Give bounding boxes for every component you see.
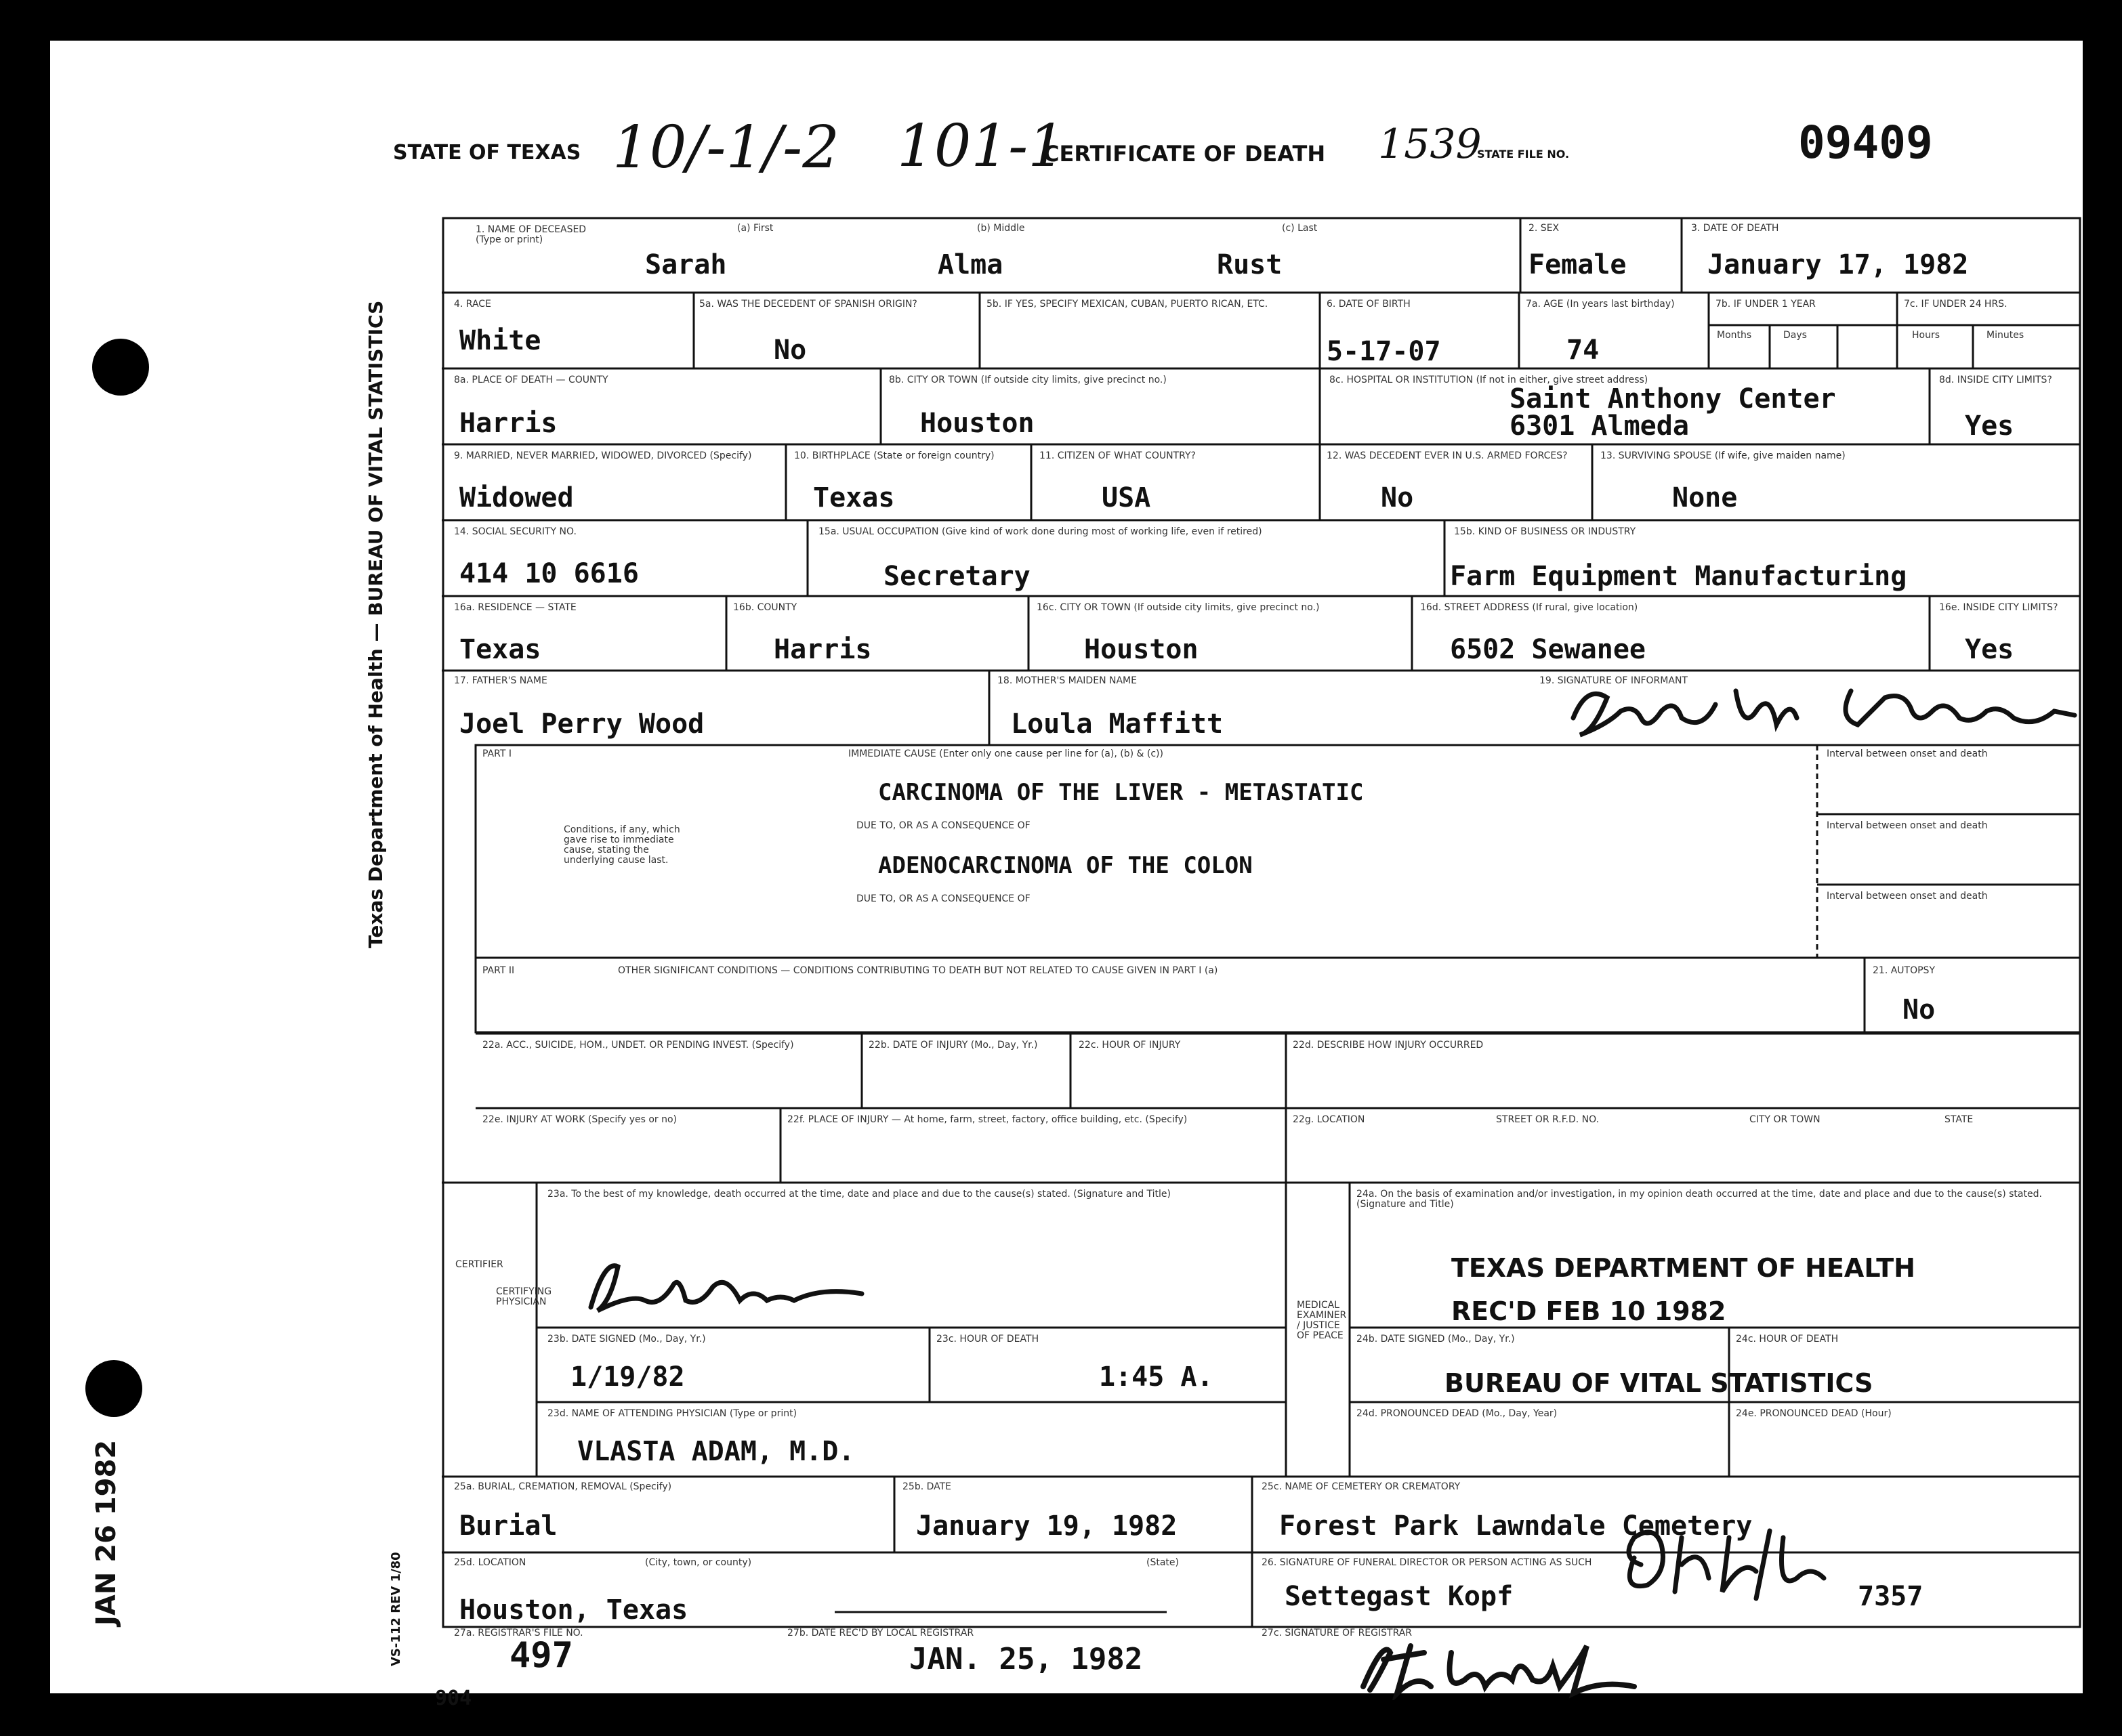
- label-first: (a) First: [737, 223, 774, 234]
- label-date-of-death: 3. DATE OF DEATH: [1691, 223, 1779, 234]
- label-due-to-2: DUE TO, OR AS A CONSEQUENCE OF: [856, 893, 1031, 904]
- label-sex: 2. SEX: [1528, 223, 1560, 234]
- value-registrar-date: JAN. 25, 1982: [909, 1642, 1143, 1676]
- label-location-city: CITY OR TOWN: [1749, 1114, 1821, 1125]
- label-city-town-county: (City, town, or county): [645, 1557, 752, 1568]
- state-file-label: STATE FILE NO.: [1477, 148, 1570, 161]
- stamp-line-1: TEXAS DEPARTMENT OF HEALTH: [1451, 1253, 1915, 1283]
- label-inside-city-limits-2: 16e. INSIDE CITY LIMITS?: [1939, 602, 2058, 613]
- value-burial: Burial: [459, 1510, 558, 1542]
- value-marital-status: Widowed: [459, 482, 574, 513]
- agency-side-text: Texas Department of Health — BUREAU OF VITAL STATISTICS: [365, 300, 387, 948]
- value-hospital-address: 6301 Almeda: [1510, 410, 1689, 442]
- value-date-signed: 1/19/82: [570, 1361, 685, 1393]
- label-location: 22g. LOCATION: [1293, 1114, 1365, 1125]
- label-minutes: Minutes: [1986, 330, 2024, 341]
- label-informant: 19. SIGNATURE OF INFORMANT: [1539, 675, 1688, 686]
- label-24d: 24d. PRONOUNCED DEAD (Mo., Day, Year): [1356, 1408, 1558, 1419]
- value-hospital-name: Saint Anthony Center: [1510, 383, 1836, 415]
- value-registrar-file-number: 497: [509, 1635, 573, 1676]
- label-social-security: 14. SOCIAL SECURITY NO.: [454, 526, 577, 537]
- label-spanish-origin: 5a. WAS THE DECEDENT OF SPANISH ORIGIN?: [699, 299, 917, 310]
- label-name: 1. NAME OF DECEASED (Type or print): [476, 224, 587, 245]
- label-23a: 23a. To the best of my knowledge, death occurred at the time, date and place and due to the cause(s) stated. (Signature and Title): [547, 1189, 1171, 1200]
- value-residence-state: Texas: [459, 634, 541, 665]
- value-inside-city-limits: Yes: [1965, 410, 2014, 442]
- value-sex: Female: [1528, 249, 1627, 280]
- form-grid: [435, 217, 2083, 1720]
- stamp-line-2: REC'D FEB 10 1982: [1451, 1296, 1726, 1326]
- label-days: Days: [1783, 330, 1807, 341]
- label-last: (c) Last: [1282, 223, 1318, 234]
- value-birthplace: Texas: [813, 482, 895, 513]
- state-file-number: 09409: [1798, 117, 1933, 169]
- label-registrar-date: 27b. DATE REC'D BY LOCAL REGISTRAR: [787, 1628, 974, 1638]
- informant-signature: [1566, 671, 2081, 745]
- label-location-street: STREET OR R.F.D. NO.: [1496, 1114, 1600, 1125]
- label-conditions: Conditions, if any, which gave rise to immediate cause, stating the underlying cause last.: [564, 824, 680, 866]
- label-funeral-director: 26. SIGNATURE OF FUNERAL DIRECTOR OR PERSON ACTING AS SUCH: [1262, 1557, 1592, 1568]
- value-funeral-number: 7357: [1858, 1581, 1923, 1612]
- value-middle-name: Alma: [938, 249, 1003, 280]
- label-armed-forces: 12. WAS DECEDENT EVER IN U.S. ARMED FORCES?: [1327, 450, 1568, 461]
- label-burial-date: 25b. DATE: [902, 1481, 952, 1492]
- punch-hole-bottom: [85, 1360, 142, 1417]
- value-social-security: 414 10 6616: [459, 558, 639, 589]
- label-date-of-injury: 22b. DATE OF INJURY (Mo., Day, Yr.): [869, 1040, 1038, 1051]
- certificate-title: CERTIFICATE OF DEATH: [1043, 141, 1326, 167]
- label-burial: 25a. BURIAL, CREMATION, REMOVAL (Specify): [454, 1481, 672, 1492]
- label-street-address: 16d. STREET ADDRESS (If rural, give location): [1420, 602, 1638, 613]
- value-bottom-note: 904: [435, 1687, 472, 1710]
- label-hospital: 8c. HOSPITAL OR INSTITUTION (If not in either, give street address): [1329, 375, 1648, 385]
- label-months: Months: [1717, 330, 1752, 341]
- label-24c: 24c. HOUR OF DEATH: [1736, 1334, 1839, 1345]
- handwritten-code-2: 101-1: [897, 112, 1065, 180]
- punch-hole-top: [92, 339, 149, 396]
- label-hour-of-injury: 22c. HOUR OF INJURY: [1079, 1040, 1181, 1051]
- physician-signature: [577, 1246, 889, 1321]
- label-registrar-file: 27a. REGISTRAR'S FILE NO.: [454, 1628, 583, 1638]
- form-revision: VS-112 REV 1/80: [389, 1552, 403, 1666]
- label-hours: Hours: [1912, 330, 1940, 341]
- label-part-1: PART I: [482, 748, 512, 759]
- label-other-conditions: OTHER SIGNIFICANT CONDITIONS — CONDITIONS CONTRIBUTING TO DEATH BUT NOT RELATED TO CAUSE GIVEN IN PART I (a): [618, 965, 1218, 976]
- value-autopsy: No: [1902, 994, 1936, 1025]
- label-residence-county: 16b. COUNTY: [733, 602, 797, 613]
- label-part-2: PART II: [482, 965, 515, 976]
- label-interval-1: Interval between onset and death: [1827, 748, 1988, 759]
- label-under-24-hrs: 7c. IF UNDER 24 HRS.: [1904, 299, 2007, 310]
- label-city-of-death: 8b. CITY OR TOWN (If outside city limits, give precinct no.): [889, 375, 1167, 385]
- label-residence-state: 16a. RESIDENCE — STATE: [454, 602, 577, 613]
- label-usual-occupation: 15a. USUAL OCCUPATION (Give kind of work done during most of working life, even if retired): [818, 526, 1262, 537]
- label-date-of-birth: 6. DATE OF BIRTH: [1327, 299, 1411, 310]
- label-location-2: 25d. LOCATION: [454, 1557, 526, 1568]
- label-23c: 23c. HOUR OF DEATH: [936, 1334, 1039, 1345]
- label-due-to-1: DUE TO, OR AS A CONSEQUENCE OF: [856, 820, 1031, 831]
- label-spanish-specify: 5b. IF YES, SPECIFY MEXICAN, CUBAN, PUERTO RICAN, ETC.: [986, 299, 1268, 310]
- value-cemetery: Forest Park Lawndale Cemetery: [1279, 1510, 1753, 1542]
- label-injury-at-work: 22e. INJURY AT WORK (Specify yes or no): [482, 1114, 678, 1125]
- label-inside-city-limits: 8d. INSIDE CITY LIMITS?: [1939, 375, 2052, 385]
- label-24e: 24e. PRONOUNCED DEAD (Hour): [1736, 1408, 1892, 1419]
- label-accident: 22a. ACC., SUICIDE, HOM., UNDET. OR PENDING INVEST. (Specify): [482, 1040, 794, 1051]
- label-father: 17. FATHER'S NAME: [454, 675, 547, 686]
- label-describe-injury: 22d. DESCRIBE HOW INJURY OCCURRED: [1293, 1040, 1484, 1051]
- value-occupation: Secretary: [883, 561, 1031, 592]
- label-kind-of-business: 15b. KIND OF BUSINESS OR INDUSTRY: [1454, 526, 1636, 537]
- handwritten-code-1: 10/-1/-2: [612, 114, 839, 182]
- funeral-director-signature: [1607, 1517, 1851, 1612]
- certificate-page: [50, 41, 2083, 1710]
- label-state-2: (State): [1146, 1557, 1179, 1568]
- handwritten-code-3: 1539: [1378, 121, 1482, 168]
- label-immediate-cause: IMMEDIATE CAUSE (Enter only one cause per line for (a), (b) & (c)): [848, 748, 1163, 759]
- value-last-name: Rust: [1217, 249, 1283, 280]
- stamp-line-3: BUREAU OF VITAL STATISTICS: [1444, 1368, 1873, 1398]
- label-birthplace: 10. BIRTHPLACE (State or foreign country): [794, 450, 995, 461]
- label-registrar-signature: 27c. SIGNATURE OF REGISTRAR: [1262, 1628, 1413, 1638]
- label-certifying-physician: CERTIFYING PHYSICIAN: [496, 1286, 552, 1307]
- label-surviving-spouse: 13. SURVIVING SPOUSE (If wife, give maiden name): [1600, 450, 1846, 461]
- value-funeral-home: Settegast Kopf: [1285, 1581, 1514, 1612]
- label-24b: 24b. DATE SIGNED (Mo., Day, Yr.): [1356, 1334, 1515, 1345]
- value-city-of-death: Houston: [920, 408, 1035, 439]
- label-mother: 18. MOTHER'S MAIDEN NAME: [997, 675, 1137, 686]
- label-citizen: 11. CITIZEN OF WHAT COUNTRY?: [1039, 450, 1196, 461]
- value-race: White: [459, 325, 541, 356]
- value-date-of-death: January 17, 1982: [1707, 249, 1969, 280]
- value-hour-of-death: 1:45 A.: [1099, 1361, 1213, 1393]
- label-residence-city: 16c. CITY OR TOWN (If outside city limits, give precinct no.): [1037, 602, 1320, 613]
- label-cemetery: 25c. NAME OF CEMETERY OR CREMATORY: [1262, 1481, 1461, 1492]
- value-attending-physician: VLASTA ADAM, M.D.: [577, 1436, 855, 1467]
- registrar-signature: [1350, 1626, 1648, 1700]
- value-first-name: Sarah: [645, 249, 727, 280]
- label-24a: 24a. On the basis of examination and/or investigation, in my opinion death occurred at the time, date and place and due to the cause(s) stated. (Signature and Title): [1356, 1189, 2042, 1210]
- label-certifier: CERTIFIER: [455, 1259, 503, 1270]
- value-street-address: 6502 Sewanee: [1450, 634, 1646, 665]
- label-location-state: STATE: [1944, 1114, 1974, 1125]
- value-residence-county: Harris: [774, 634, 872, 665]
- state-label: STATE OF TEXAS: [393, 141, 581, 165]
- value-armed-forces: No: [1381, 482, 1414, 513]
- label-middle: (b) Middle: [977, 223, 1025, 234]
- label-under-1-year: 7b. IF UNDER 1 YEAR: [1715, 299, 1816, 310]
- value-surviving-spouse: None: [1672, 482, 1738, 513]
- value-inside-city-limits-2: Yes: [1965, 634, 2014, 665]
- received-date-stamp: JAN 26 1982: [91, 1439, 122, 1626]
- label-race: 4. RACE: [454, 299, 491, 310]
- label-place-of-death-county: 8a. PLACE OF DEATH — COUNTY: [454, 375, 608, 385]
- value-residence-city: Houston: [1084, 634, 1199, 665]
- value-cause-b: ADENOCARCINOMA OF THE COLON: [878, 852, 1253, 879]
- label-23d: 23d. NAME OF ATTENDING PHYSICIAN (Type or print): [547, 1408, 797, 1419]
- label-interval-3: Interval between onset and death: [1827, 891, 1988, 902]
- value-burial-location: Houston, Texas: [459, 1594, 688, 1626]
- value-father-name: Joel Perry Wood: [459, 708, 705, 740]
- label-place-of-injury: 22f. PLACE OF INJURY — At home, farm, street, factory, office building, etc. (Specify): [787, 1114, 1188, 1125]
- value-citizen: USA: [1102, 482, 1151, 513]
- value-business: Farm Equipment Manufacturing: [1450, 561, 1907, 592]
- label-age: 7a. AGE (In years last birthday): [1526, 299, 1675, 310]
- value-date-of-birth: 5-17-07: [1327, 336, 1441, 367]
- value-county-of-death: Harris: [459, 408, 558, 439]
- value-cause-a: CARCINOMA OF THE LIVER - METASTATIC: [878, 779, 1364, 806]
- value-spanish-origin: No: [774, 335, 807, 366]
- label-marital-status: 9. MARRIED, NEVER MARRIED, WIDOWED, DIVORCED (Specify): [454, 450, 752, 461]
- value-age: 74: [1566, 335, 1600, 366]
- value-burial-date: January 19, 1982: [916, 1510, 1178, 1542]
- value-mother-name: Loula Maffitt: [1011, 708, 1224, 740]
- label-medical-examiner: MEDICAL EXAMINER / JUSTICE OF PEACE: [1297, 1300, 1347, 1341]
- label-interval-2: Interval between onset and death: [1827, 820, 1988, 831]
- label-23b: 23b. DATE SIGNED (Mo., Day, Yr.): [547, 1334, 706, 1345]
- label-autopsy: 21. AUTOPSY: [1873, 965, 1935, 976]
